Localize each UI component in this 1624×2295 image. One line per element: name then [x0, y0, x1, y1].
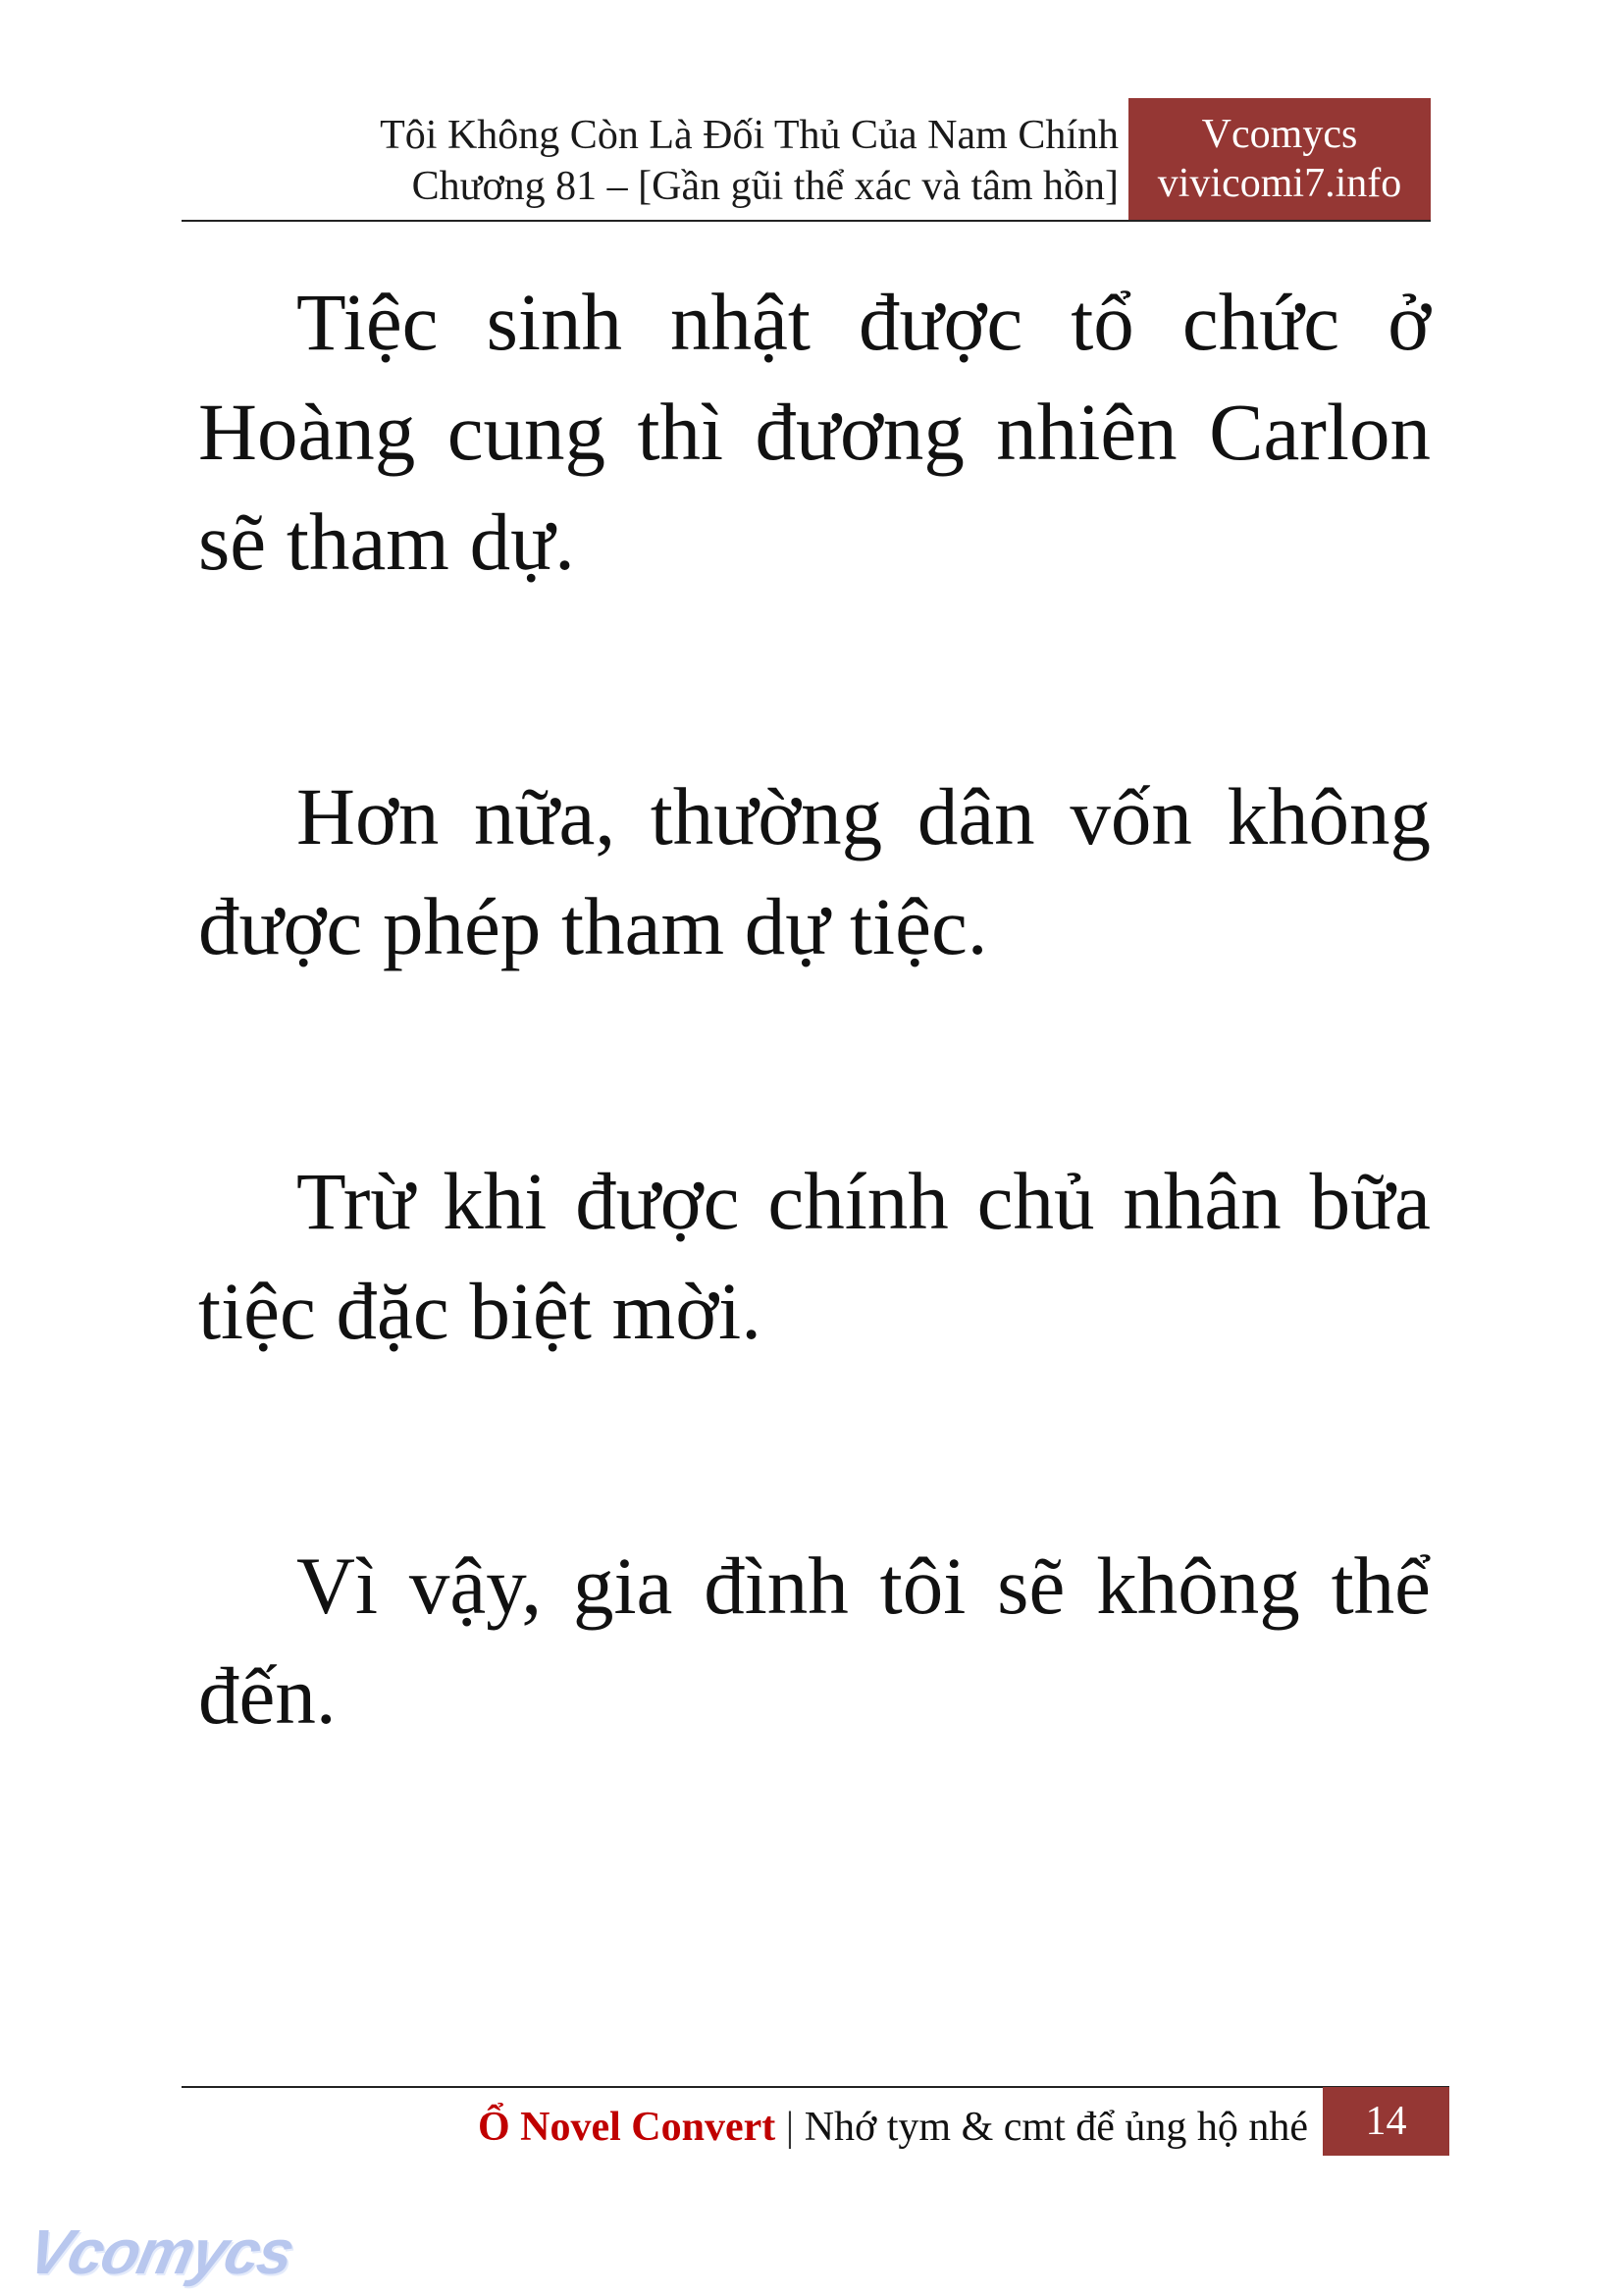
paragraph: Tiệc sinh nhật được tổ chức ở Hoàng cung thì đương nhiên Carlon sẽ tham dự.	[198, 277, 1431, 587]
site-url: vivicomi7.info	[1157, 161, 1402, 206]
footer-separator: |	[785, 2105, 795, 2150]
site-name: Vcomycs	[1201, 112, 1358, 157]
paragraph: Vì vậy, gia đình tôi sẽ không thể đến.	[198, 1540, 1431, 1741]
footer-divider	[182, 2086, 1449, 2088]
chapter-content	[198, 267, 1431, 1915]
watermark-logo: Vcomycs	[22, 2217, 299, 2287]
footer-brand: Ổ Novel Convert	[477, 2105, 776, 2150]
book-title: Tôi Không Còn Là Đối Thủ Của Nam Chính	[380, 113, 1119, 158]
chapter-title: Chương 81 – [Gần gũi thể xác và tâm hồn]	[411, 164, 1119, 209]
page-number: 14	[1323, 2087, 1449, 2156]
header-text	[380, 110, 1119, 212]
footer-message: Nhớ tym & cmt để ủng hộ nhé	[804, 2105, 1308, 2150]
header-divider	[182, 220, 1431, 222]
paragraph: Hơn nữa, thường dân vốn không được phép tham dự tiệc.	[198, 771, 1431, 971]
paragraph: Trừ khi được chính chủ nhân bữa tiệc đặc biệt mời.	[198, 1156, 1431, 1356]
site-badge	[1128, 98, 1431, 221]
footer-text	[478, 2100, 1308, 2155]
